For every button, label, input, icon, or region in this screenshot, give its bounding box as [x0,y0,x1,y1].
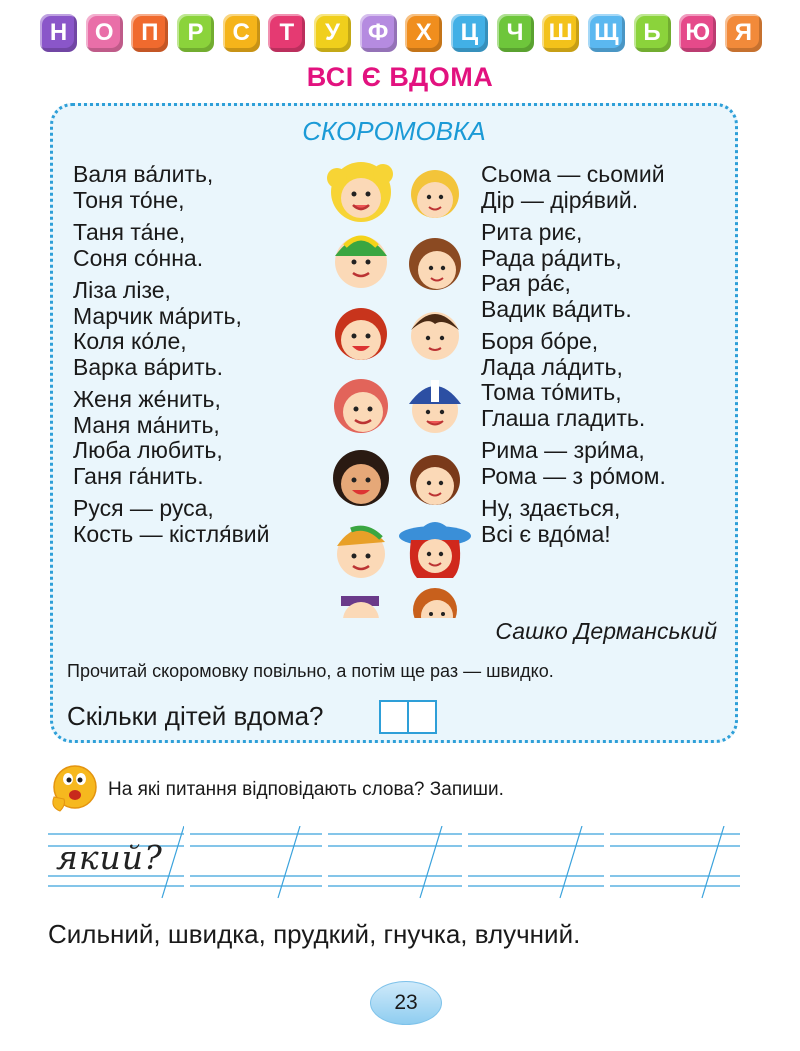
example-answer: який? [56,838,163,877]
face-red-hair-boy [413,588,457,618]
poem-author: Сашко Дерманський [495,618,717,644]
alphabet-tile [451,14,488,52]
poem-line: Люба любить, [73,437,223,463]
poem-line: Рая ра́є, [481,270,571,296]
face-boy-green-cap [335,236,387,288]
poem-right-column [481,162,666,554]
alphabet-letter: Ш [548,19,573,46]
face-blonde-braids-girl [411,170,459,218]
alphabet-letter: Ф [367,19,389,46]
answer-boxes[interactable] [381,700,437,734]
poem-heading: СКОРОМОВКА [302,116,486,146]
alphabet-tile [588,14,625,52]
poem-stanza [73,162,269,213]
alphabet-letter: Ь [643,19,661,46]
poem-line: Дір — діря́вий. [481,186,639,213]
poem-line: Тома то́мить, [481,379,622,405]
alphabet-strip [40,14,762,58]
poem-line: Глаша гладить. [481,404,646,431]
alphabet-tile [314,14,351,52]
alphabet-letter: Н [49,19,68,46]
alphabet-tile [405,14,442,52]
poem-line: Рита риє, [481,219,583,245]
thinking-emoji-icon [48,757,98,813]
alphabet-tile [223,14,260,52]
task-instruction: На які питання відповідають слова? Запиши. [108,779,504,800]
alphabet-letter: У [324,19,340,46]
alphabet-letter: Ю [685,19,711,46]
poem-line: Сьома — сьомий [481,161,665,187]
face-girl-blue-hat [399,522,471,578]
poem-line: Вадик ва́дить. [481,295,632,322]
poem-line: Рома — з ро́мом. [481,462,666,489]
face-brown-hair-girl [409,238,461,290]
alphabet-letter: Т [279,19,295,46]
alphabet-letter: Х [415,19,432,46]
face-boy-with-book [341,596,379,618]
poem-line: Валя ва́лить, [73,161,214,187]
poem-line: Женя же́нить, [73,386,221,412]
alphabet-letter: П [141,19,159,46]
alphabet-letter: Ц [460,19,479,46]
poem-line: Маня ма́нить, [73,411,220,438]
face-boy-colorful-cap [337,528,385,578]
poem-stanza [73,496,269,547]
poem-line: Марчик ма́рить, [73,302,242,329]
face-red-hair-girl [335,308,387,360]
alphabet-letter: Ч [506,19,524,46]
reading-instruction: Прочитай скоромовку повільно, а потім ще раз — швидко. [67,661,554,681]
poem-stanza [481,162,666,213]
answer-cell-tens[interactable] [379,700,409,734]
alphabet-letter: Щ [594,19,619,46]
alphabet-tile [268,14,305,52]
poem-line: Ну, здається, [481,495,621,521]
poem-line: Ганя га́нить. [73,462,204,489]
alphabet-tile [725,14,762,52]
answer-cell-units[interactable] [407,700,437,734]
poem-stanza [481,220,666,322]
page-number: 23 [370,981,442,1025]
poem-line: Рима — зри́ма, [481,437,645,463]
tongue-twister-box [50,103,738,743]
poem-line: Рада ра́дить, [481,244,622,271]
poem-line: Тоня то́не, [73,186,185,213]
poem-line: Соня со́нна. [73,244,204,271]
poem-line: Ліза лізе, [73,277,171,303]
children-faces-illustration [323,158,473,618]
poem-line: Всі є вдо́ма! [481,520,611,547]
poem-stanza [73,278,269,380]
face-curly-blonde-girl [327,162,393,222]
alphabet-letter: С [232,19,250,46]
poem-stanza [481,438,666,489]
poem-line: Боря бо́ре, [481,328,599,354]
poem-stanza [481,329,666,431]
page-title: ВСІ Є ВДОМА [306,62,494,92]
word-list: Сильний, швидка, прудкий, гнучка, влучний. [48,919,581,949]
alphabet-tile [634,14,671,52]
poem-line: Руся — руса, [73,495,214,521]
poem-line: Кость — кістля́вий [73,520,270,547]
face-pink-hair-girl [334,379,388,433]
alphabet-letter: О [94,19,114,46]
alphabet-letter: Я [734,19,752,46]
alphabet-tile [131,14,168,52]
alphabet-tile [542,14,579,52]
poem-stanza [481,496,666,547]
alphabet-letter: Р [187,19,204,46]
face-boy-helmet [409,380,461,433]
poem-stanza [73,387,269,489]
alphabet-tile [679,14,716,52]
poem-stanza [73,220,269,271]
poem-left-column [73,162,269,554]
face-black-hair-girl [333,450,389,506]
face-auburn-hair-girl [410,455,460,505]
children-count-question: Скільки дітей вдома? [67,701,324,731]
alphabet-tile [360,14,397,52]
alphabet-tile [40,14,77,52]
poem-line: Лада ла́дить, [481,353,623,380]
alphabet-tile [86,14,123,52]
poem-line: Варка ва́рить. [73,353,223,380]
face-dark-hair-boy [411,312,459,360]
poem-line: Коля ко́ле, [73,328,187,354]
alphabet-tile [177,14,214,52]
alphabet-tile [497,14,534,52]
poem-line: Таня та́не, [73,219,186,245]
